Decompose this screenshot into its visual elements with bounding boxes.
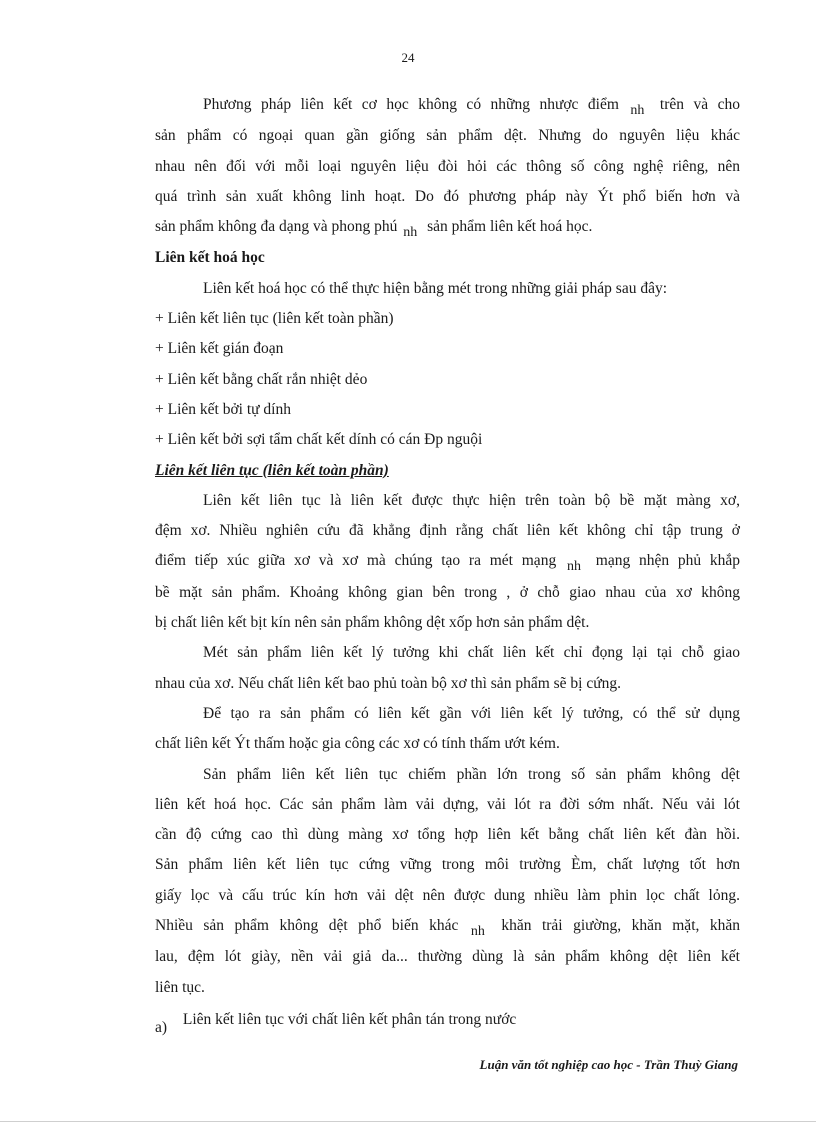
text-line: quá trình sản xuất không linh hoạt. Do đó phương pháp này Ýt phổ biến hơn và xyxy=(155,187,740,205)
paragraph-mechanical-bonding xyxy=(155,90,740,243)
text-line: đệm xơ. Nhiều nghiên cứu đã khẳng định rằng chất liên kết không chỉ tập trung ở xyxy=(155,522,740,540)
text-line: giấy lọc và cấu trúc kín hơn vải dệt nên được dung nhiều làm phin lọc chất lỏng. xyxy=(155,886,740,904)
subsection-heading xyxy=(155,1005,740,1035)
list-item: + Liên kết liên tục (liên kết toàn phần) xyxy=(155,310,394,328)
paragraph-products xyxy=(155,760,740,1003)
text-line: liên kết hoá học. Các sản phẩm làm vải dựng, vải lót ra đời sớm nhất. Nếu vải lót xyxy=(155,795,740,813)
text-line: Liên kết liên tục là liên kết được thực hiện trên toàn bộ bề mặt màng xơ, xyxy=(203,491,740,509)
list-item: + Liên kết bởi sợi tẩm chất kết dính có cán Ðp nguội xyxy=(155,431,483,449)
page-footer: Luận văn tốt nghiệp cao học - Trần Thuỳ Giang xyxy=(479,1057,738,1072)
text-line: liên tục. xyxy=(155,978,205,996)
text-line: nhau của xơ. Nếu chất liên kết bao phủ toàn bộ xơ thì sản phẩm sẽ bị cứng. xyxy=(155,674,621,692)
page-edge-rule xyxy=(0,1121,816,1122)
intro-paragraph xyxy=(155,274,740,304)
paragraph-near-ideal xyxy=(155,699,740,760)
text-line: Phương pháp liên kết cơ học không có những nhược điểm nh trên và cho xyxy=(203,96,741,118)
document-body xyxy=(155,90,740,1035)
text-line: nhau nên đối với mỗi loại nguyên liệu đòi hỏi các thông số công nghệ riêng, nên xyxy=(155,157,740,175)
list-item: + Liên kết gián đoạn xyxy=(155,340,284,358)
text-line: sản phẩm có ngoại quan gần giống sản phẩm dệt. Nhưng do nguyên liệu khác xyxy=(155,127,740,145)
heading-continuous-bonding: Liên kết liên tục (liên kết toàn phần) xyxy=(155,461,389,479)
paragraph-continuous-bonding xyxy=(155,486,740,638)
subsection-marker: a) xyxy=(155,1018,168,1036)
list-item: + Liên kết bởi tự dính xyxy=(155,400,291,418)
text-line: Sản phẩm liên kết liên tục chiếm phần lớn trong số sản phẩm không dệt xyxy=(203,765,740,783)
list-item: + Liên kết bằng chất rắn nhiệt dẻo xyxy=(155,370,368,388)
text-line: Mét sản phẩm liên kết lý tưởng khi chất liên kết chỉ đọng lại tại chỗ giao xyxy=(203,644,740,662)
heading-chemical-bonding: Liên kết hoá học xyxy=(155,249,265,267)
text-line: điểm tiếp xúc giữa xơ và xơ mà chúng tạo ra mét mạng nh mạng nhện phủ khắp xyxy=(155,552,741,575)
text-line: sản phẩm không đa dạng và phong phú nh sản phẩm liên kết hoá học. xyxy=(155,218,593,241)
text-line: Để tạo ra sản phẩm có liên kết gần với liên kết lý tưởng, có thể sử dụng xyxy=(203,704,740,722)
page-number: 24 xyxy=(401,50,415,65)
paragraph-ideal-bonding xyxy=(155,638,740,699)
text-line: Nhiều sản phẩm không dệt phổ biến khác nh khăn trải giường, khăn mặt, khăn xyxy=(155,917,740,940)
text-line: bị chất liên kết bịt kín nên sản phẩm không dệt xốp hơn sản phẩm dệt. xyxy=(155,614,590,632)
text-line: cần độ cứng cao thì dùng màng xơ tổng hợp liên kết bằng chất liên kết đàn hồi. xyxy=(155,826,740,844)
subsection-title: Liên kết liên tục với chất liên kết phân tán trong nước xyxy=(182,1010,517,1028)
text-line: Sản phẩm liên kết liên tục cứng vững trong môi trường Èm, chất lượng tốt hơn xyxy=(155,856,740,874)
bonding-methods-list xyxy=(155,304,740,455)
text-line: bề mặt sản phẩm. Khoảng không gian bên trong , ở chỗ giao nhau của xơ không xyxy=(155,583,740,601)
text-line: chất liên kết Ýt thấm hoặc gia công các xơ có tính thấm ướt kém. xyxy=(155,735,560,753)
text-line: Liên kết hoá học có thể thực hiện bằng mét trong những giải pháp sau đây: xyxy=(203,279,668,297)
text-line: lau, đệm lót giày, nền vải giả da... thường dùng là sản phẩm không dệt liên kết xyxy=(155,948,740,966)
